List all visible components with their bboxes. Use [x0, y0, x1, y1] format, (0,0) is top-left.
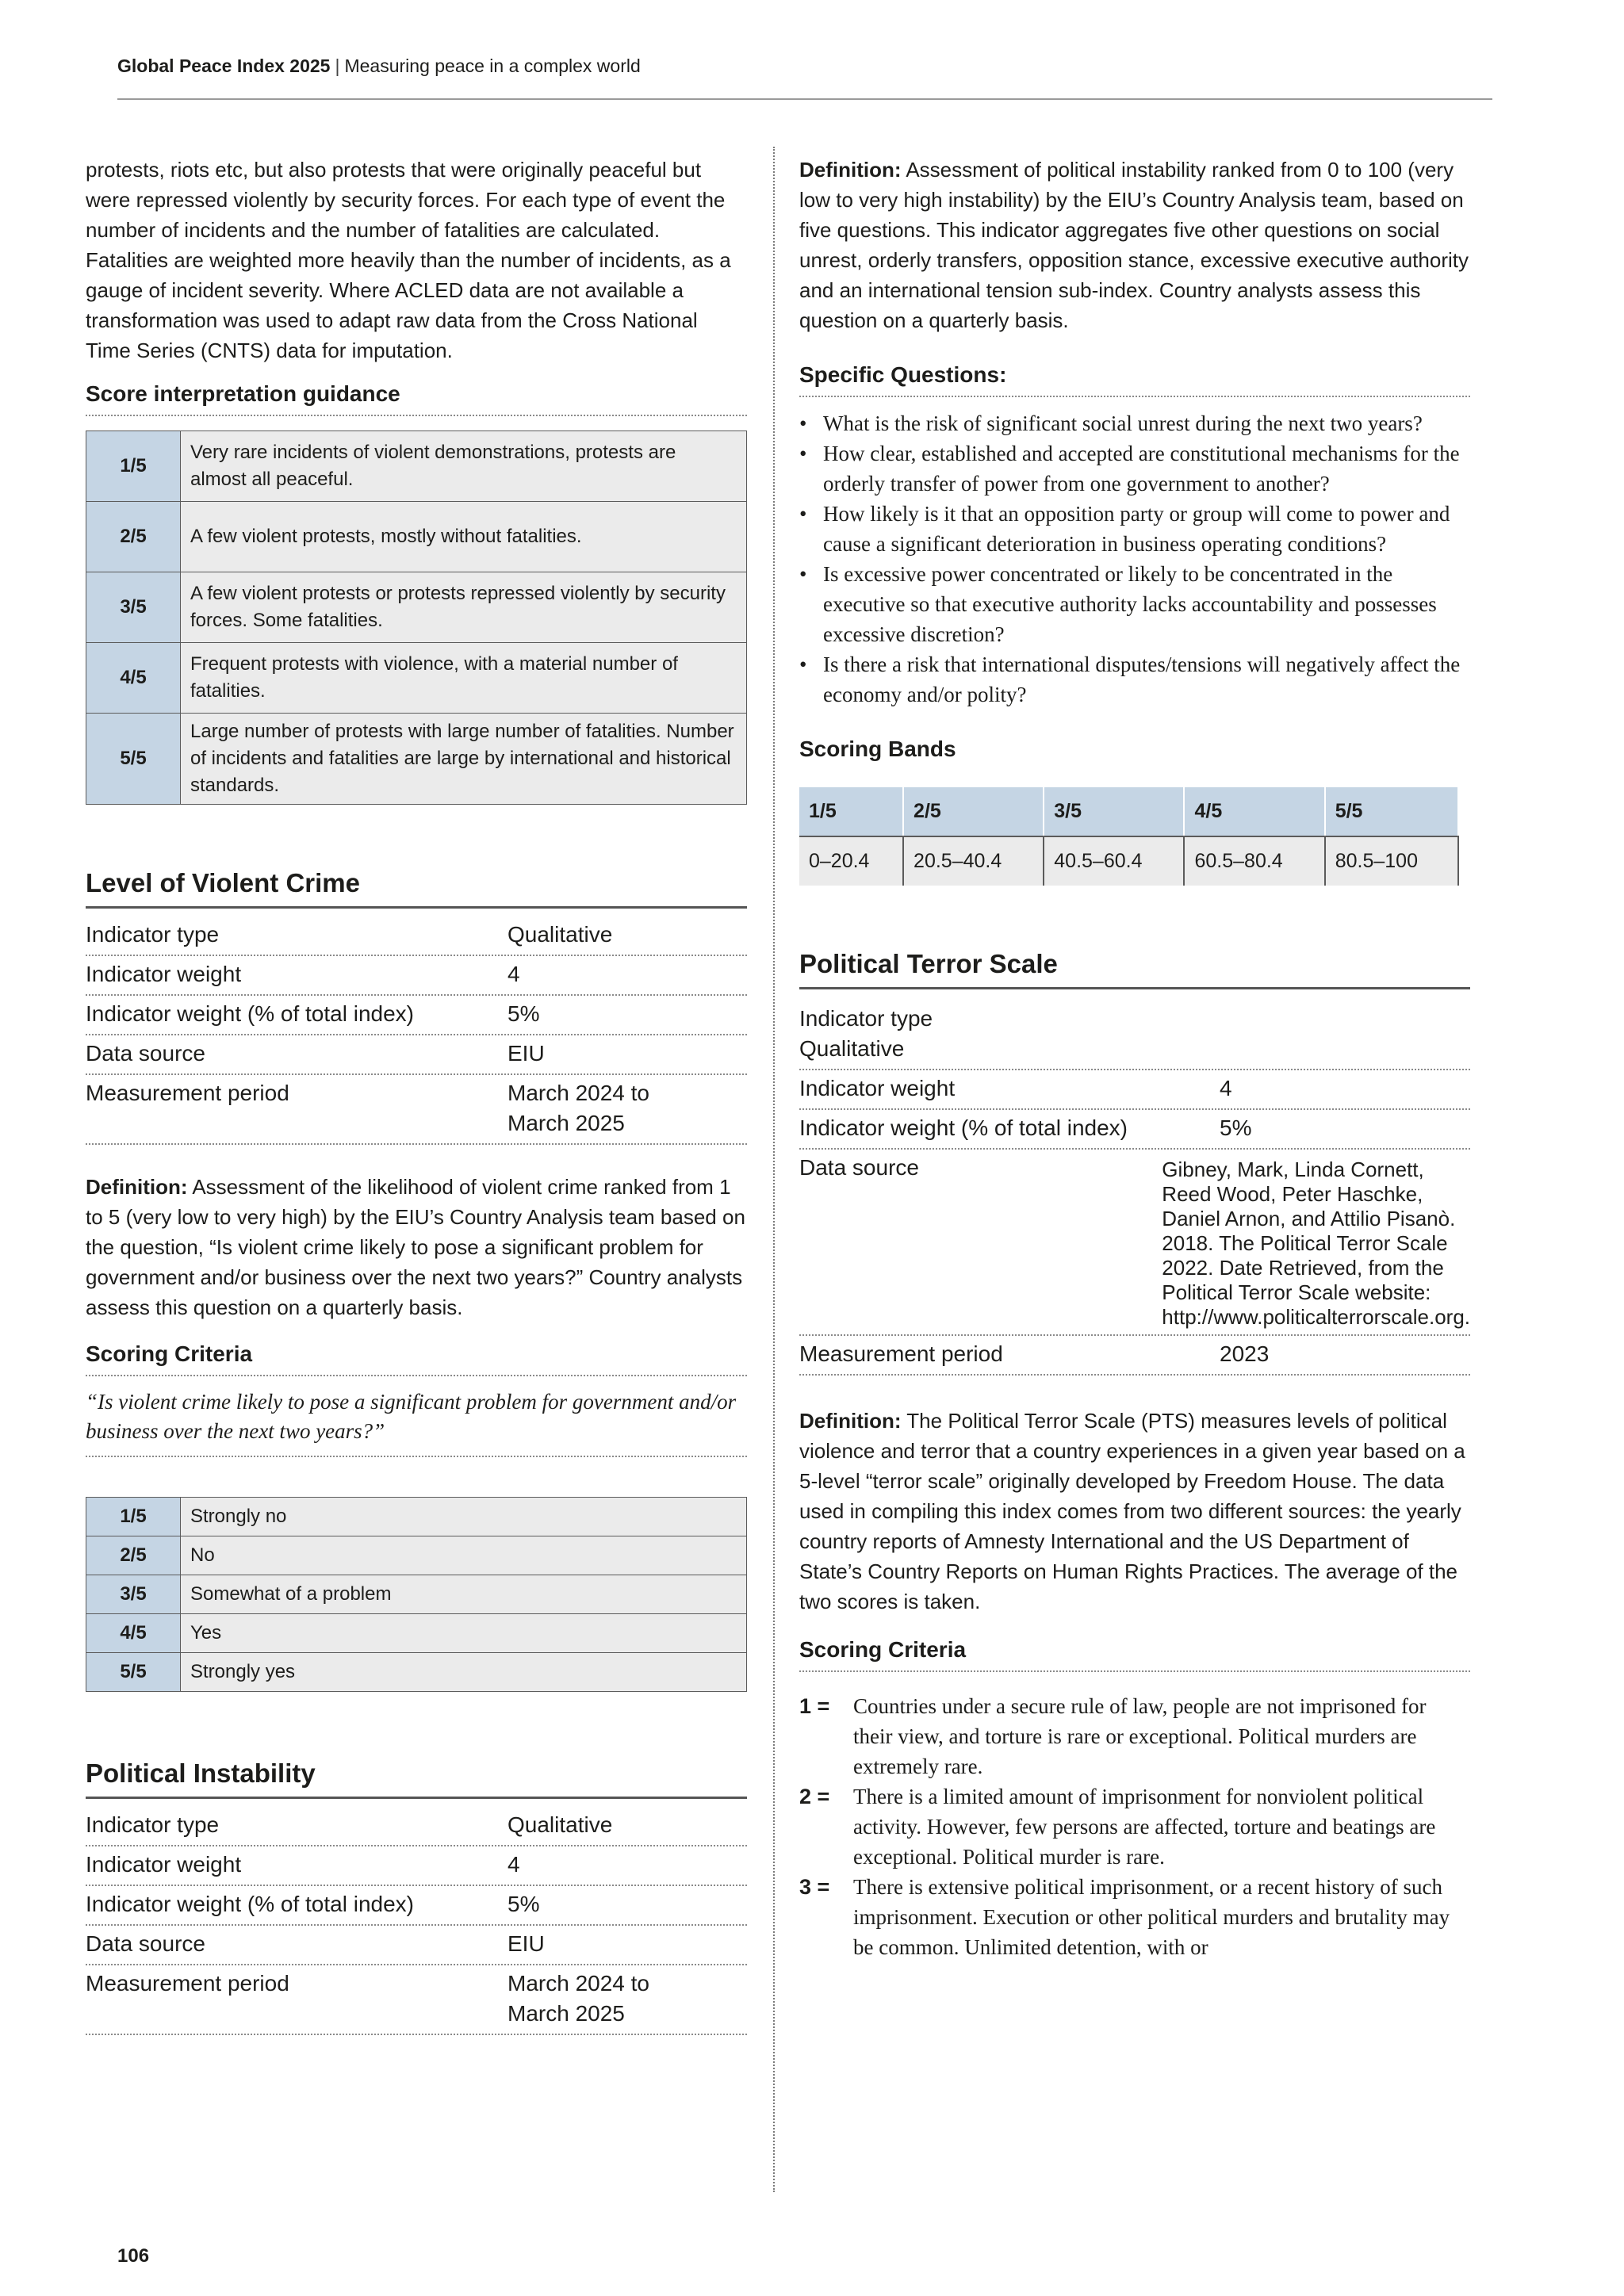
pts-criteria-list [799, 1691, 1470, 1962]
criteria-question: “Is violent crime likely to pose a significant problem for government and/or business over the next two years?” [86, 1376, 747, 1457]
definition-label: Definition: [86, 1175, 188, 1199]
meta-row [86, 1886, 747, 1926]
description-cell: Somewhat of a problem [181, 1575, 747, 1614]
meta-row [86, 996, 747, 1035]
meta-row [86, 956, 747, 996]
score-cell: 2/5 [86, 1536, 181, 1575]
meta-row [86, 916, 747, 956]
meta-key: Data source [86, 1931, 205, 1956]
meta-value: 4 [508, 1852, 520, 1877]
band-header: 5/5 [1325, 787, 1458, 836]
score-cell: 4/5 [86, 643, 181, 714]
meta-value: Gibney, Mark, Linda Cornett, Reed Wood, Peter Haschke, Daniel Arnon, and Attilio Pisanò. 2018. The Political Terror Scale 2022. Date Retrieved, from the Political Terror Scale website: http://www.politicalterrorscale.org. [1162, 1158, 1471, 1329]
band-value: 0–20.4 [799, 836, 903, 886]
violent-crime-criteria-table [86, 1497, 747, 1692]
pts-criteria-title: Scoring Criteria [799, 1637, 1470, 1672]
meta-key: Data source [799, 1155, 919, 1180]
pts-title: Political Terror Scale [799, 949, 1470, 989]
page-header [117, 55, 1492, 100]
description-cell: Very rare incidents of violent demonstrations, protests are almost all peaceful. [181, 431, 747, 502]
left-column [86, 155, 747, 2035]
violent-crime-criteria-title: Scoring Criteria [86, 1341, 747, 1376]
list-item [799, 1781, 1470, 1872]
definition-label: Definition: [799, 1409, 902, 1433]
meta-key: Indicator type [86, 1812, 220, 1837]
description-cell: Large number of protests with large number of fatalities. Number of incidents and fatalities are large by international and historical standards. [181, 714, 747, 805]
publication-subtitle: Measuring peace in a complex world [344, 55, 641, 76]
criteria-number: 3 = [799, 1875, 830, 1899]
band-header: 3/5 [1044, 787, 1184, 836]
meta-value: EIU [508, 1931, 545, 1956]
meta-row [86, 1075, 747, 1145]
list-item: • How clear, established and accepted are constitutional mechanisms for the orderly transfer of power from one government to another? [799, 438, 1470, 499]
scoring-bands-table [799, 787, 1459, 886]
band-header: 4/5 [1184, 787, 1324, 836]
violent-crime-meta [86, 916, 747, 1145]
meta-value: March 2024 to March 2025 [508, 1971, 649, 2026]
description-cell: Strongly yes [181, 1653, 747, 1692]
score-cell: 4/5 [86, 1614, 181, 1653]
table-row [86, 1653, 747, 1692]
meta-value: Qualitative [508, 922, 613, 947]
table-row [86, 572, 747, 643]
list-item [799, 1872, 1470, 1962]
meta-value: 5% [508, 1001, 540, 1026]
guidance-title: Score interpretation guidance [86, 381, 747, 416]
definition-label: Definition: [799, 158, 902, 182]
table-row [86, 1575, 747, 1614]
description-cell: Frequent protests with violence, with a material number of fatalities. [181, 643, 747, 714]
table-row [86, 502, 747, 572]
meta-key: Indicator type [799, 1006, 933, 1031]
meta-row [799, 1110, 1470, 1150]
violent-crime-title: Level of Violent Crime [86, 868, 747, 909]
specific-questions-title: Specific Questions: [799, 362, 1470, 397]
violent-crime-definition [86, 1172, 747, 1322]
meta-key: Indicator weight (% of total index) [86, 1001, 414, 1026]
meta-key: Indicator weight (% of total index) [799, 1115, 1128, 1140]
score-cell: 3/5 [86, 1575, 181, 1614]
meta-row [86, 1807, 747, 1846]
table-row [86, 431, 747, 502]
description-cell: Yes [181, 1614, 747, 1653]
description-cell: A few violent protests or protests repressed violently by security forces. Some fatalities. [181, 572, 747, 643]
meta-key: Indicator weight (% of total index) [86, 1892, 414, 1916]
description-cell: No [181, 1536, 747, 1575]
meta-key: Measurement period [86, 1971, 289, 1996]
meta-value: 4 [1220, 1076, 1232, 1100]
political-instability-definition [799, 155, 1470, 335]
political-instability-meta [86, 1807, 747, 2035]
description-cell: Strongly no [181, 1498, 747, 1536]
meta-row [86, 1035, 747, 1075]
right-column [799, 155, 1470, 1962]
criteria-text: There is extensive political imprisonment, or a recent history of such imprisonment. Execution or other political murders and brutality may be common. Unlimited detention, with or [853, 1875, 1450, 1959]
political-instability-title: Political Instability [86, 1758, 747, 1799]
score-cell: 1/5 [86, 431, 181, 502]
table-row [86, 643, 747, 714]
meta-row [86, 1846, 747, 1886]
meta-row [86, 1926, 747, 1965]
score-cell: 3/5 [86, 572, 181, 643]
header-separator: | [335, 55, 340, 76]
score-cell: 1/5 [86, 1498, 181, 1536]
meta-value: 5% [508, 1892, 540, 1916]
definition-text: Assessment of the likelihood of violent crime ranked from 1 to 5 (very low to very high) by the EIU’s Country Analysis team based on the question, “Is violent crime likely to pose a significant problem for government and/or business over the next two years?” Country analysts assess this question on a quarterly basis. [86, 1175, 745, 1319]
guidance-table [86, 430, 747, 805]
list-item: • Is excessive power concentrated or likely to be concentrated in the executive so that executive authority lacks accountability and possesses excessive discretion? [799, 559, 1470, 649]
band-value: 80.5–100 [1325, 836, 1458, 886]
meta-value: EIU [508, 1041, 545, 1066]
meta-value: 5% [1220, 1115, 1252, 1140]
band-header: 2/5 [903, 787, 1044, 836]
meta-key: Indicator weight [799, 1076, 956, 1100]
table-header-row [799, 787, 1458, 836]
criteria-number: 2 = [799, 1785, 830, 1808]
meta-value: 4 [508, 962, 520, 986]
table-row [799, 836, 1458, 886]
meta-value: Qualitative [508, 1812, 613, 1837]
meta-key: Indicator weight [86, 1852, 242, 1877]
band-value: 60.5–80.4 [1184, 836, 1324, 886]
meta-key: Data source [86, 1041, 205, 1066]
scoring-bands-title: Scoring Bands [799, 737, 956, 761]
meta-row [799, 1336, 1470, 1376]
table-row [86, 1614, 747, 1653]
meta-value: 2023 [1220, 1341, 1270, 1366]
criteria-text: There is a limited amount of imprisonment for nonviolent political activity. However, few persons are affected, torture and beatings are exceptional. Political murder is rare. [853, 1785, 1436, 1869]
list-item: • How likely is it that an opposition party or group will come to power and cause a significant deterioration in business operating conditions? [799, 499, 1470, 559]
band-value: 20.5–40.4 [903, 836, 1044, 886]
specific-questions-list [799, 408, 1470, 710]
meta-key: Measurement period [799, 1341, 1003, 1366]
table-row [86, 714, 747, 805]
score-cell: 5/5 [86, 1653, 181, 1692]
criteria-number: 1 = [799, 1694, 830, 1718]
list-item [799, 1691, 1470, 1781]
criteria-text: Countries under a secure rule of law, people are not imprisoned for their view, and torture is rare or exceptional. Political murders are extremely rare. [853, 1694, 1427, 1778]
pts-meta [799, 1001, 1470, 1376]
meta-key: Indicator weight [86, 962, 242, 986]
page-number: 106 [117, 2245, 150, 2267]
score-cell: 2/5 [86, 502, 181, 572]
definition-text: The Political Terror Scale (PTS) measures levels of political violence and terror that a country experiences in a given year based on a 5-level “terror scale” originally developed by Freedom House. The data used in compiling this index comes from two different sources: the yearly country reports of Amnesty International and the US Department of State’s Country Reports on Human Rights Practices. The average of the two scores is taken. [799, 1409, 1465, 1613]
list-item: • What is the risk of significant social unrest during the next two years? [799, 408, 1470, 438]
meta-value: Qualitative [799, 1036, 905, 1061]
definition-text: Assessment of political instability ranked from 0 to 100 (very low to very high instability) by the EIU’s Country Analysis team, based on five questions. This indicator aggregates five other questions on social unrest, orderly transfers, opposition stance, excessive executive authority and an international tension sub-index. Country analysts assess this question on a quarterly basis. [799, 158, 1469, 332]
table-row [86, 1498, 747, 1536]
meta-key: Indicator type [86, 922, 220, 947]
meta-row [799, 1070, 1470, 1110]
meta-row [799, 1001, 1470, 1070]
column-divider [773, 147, 775, 2192]
intro-paragraph: protests, riots etc, but also protests that were originally peaceful but were repressed violently by security forces. For each type of event the number of incidents and the number of fatalities are calculated. Fatalities are weighted more heavily than the number of incidents, as a gauge of incident severity. Where ACLED data are not available a transformation was used to adapt raw data from the Cross National Time Series (CNTS) data for imputation. [86, 158, 731, 362]
band-header: 1/5 [799, 787, 903, 836]
description-cell: A few violent protests, mostly without fatalities. [181, 502, 747, 572]
publication-title: Global Peace Index 2025 [117, 55, 331, 76]
meta-row [799, 1150, 1470, 1336]
meta-value: March 2024 to March 2025 [508, 1081, 649, 1135]
score-cell: 5/5 [86, 714, 181, 805]
meta-key: Measurement period [86, 1081, 289, 1105]
meta-row [86, 1965, 747, 2035]
pts-definition [799, 1406, 1470, 1617]
list-item: • Is there a risk that international disputes/tensions will negatively affect the economy and/or polity? [799, 649, 1470, 710]
band-value: 40.5–60.4 [1044, 836, 1184, 886]
table-row [86, 1536, 747, 1575]
